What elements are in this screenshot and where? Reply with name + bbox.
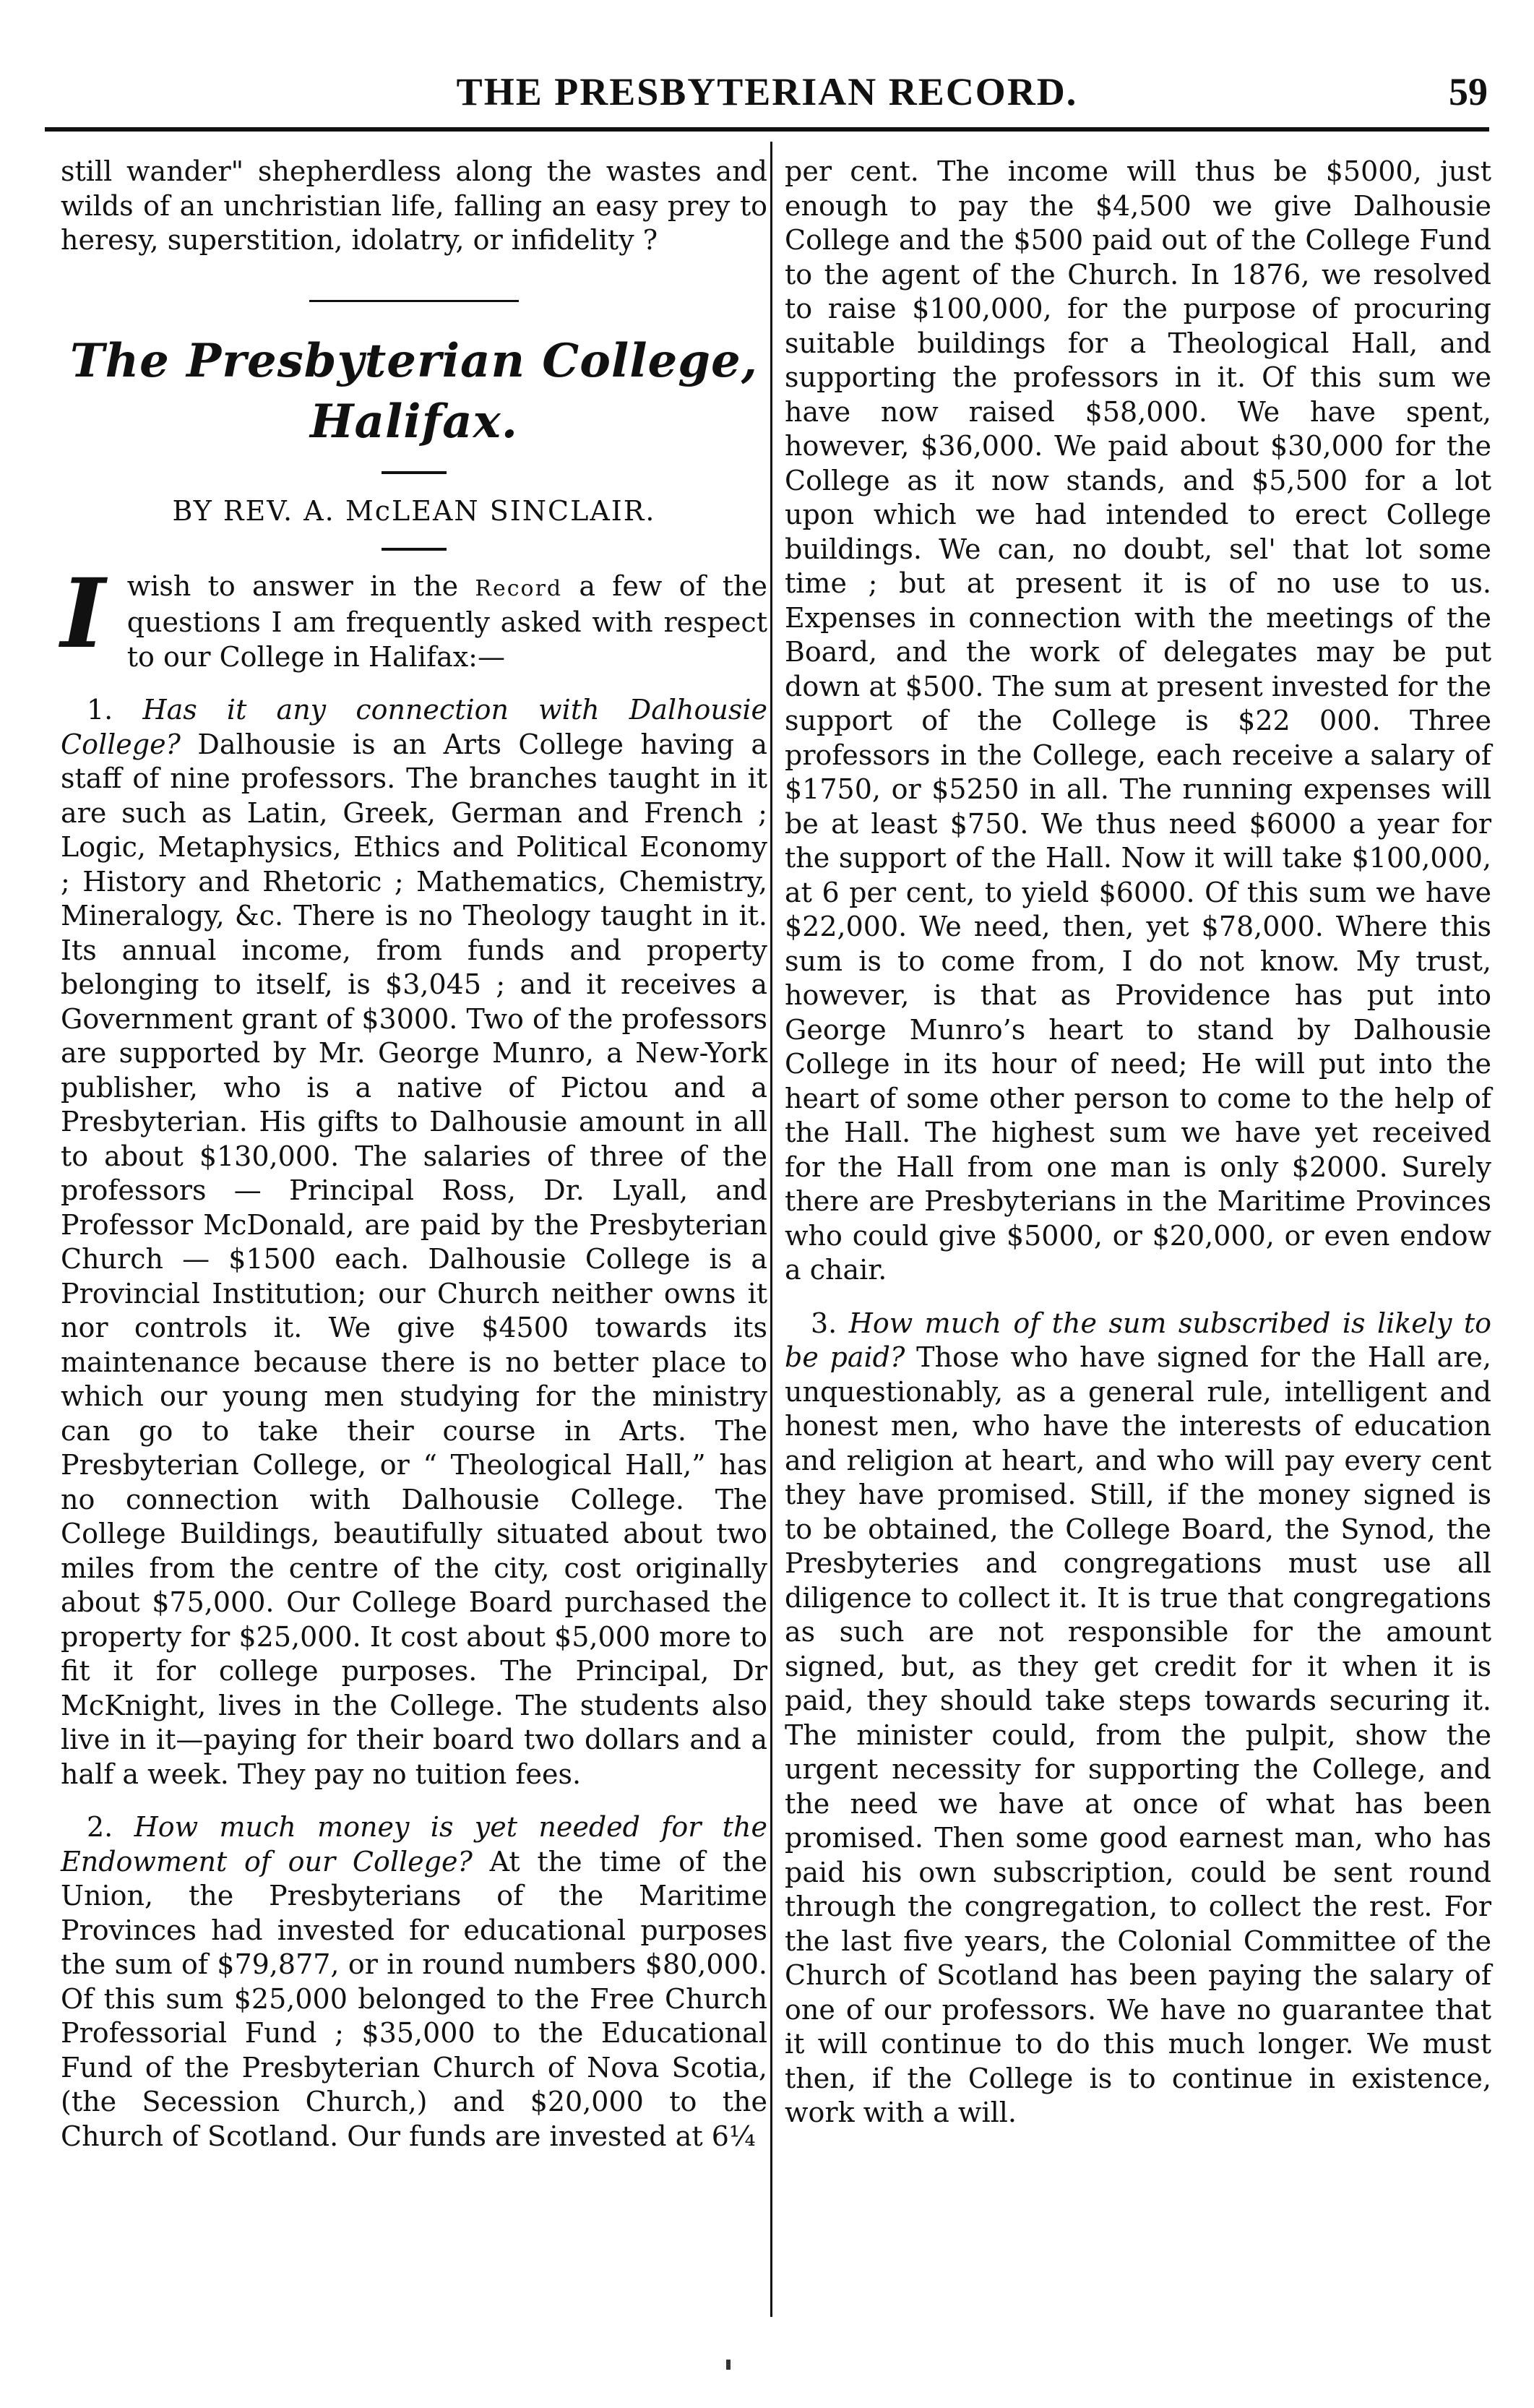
drop-cap: I [61, 557, 105, 670]
question-1-heading: Has it any connection with Dalhousie College? [61, 694, 768, 760]
running-head [0, 69, 1534, 121]
title-rule [382, 471, 447, 474]
continuation-paragraph: still wander" shepherdless along the wastes and wilds of an unchristian life, falling an easy prey to heresy, superstition, idolatry, or infidelity ? [61, 155, 767, 256]
question-2-heading: How much money is yet needed for the Endowment of our College? [61, 1811, 767, 1878]
question-1-paragraph [61, 693, 767, 1792]
page-number: 59 [1449, 70, 1488, 113]
byline-rule [382, 548, 447, 551]
question-2-continued: per cent. The income will thus be $5000, just enough to pay the $4,500 we give Dalhousie College and the $500 paid out of the College Fund to the agent of the Church. In 1876, we resolved to raise $100,000, for the purpose of procuring suitable buildings for a Theological Hall, and supporting the professors in it. Of this sum we have now raised $58,000. We have spent, however, $36,000. We paid about $30,000 for the College as it now stands, and $5,500 for a lot upon which we had intended to erect College buildings. We can, no doubt, sel' that lot some time ; but at present it is of no use to us. Expenses in connection with the meetings of the Board, and the work of delegates may be put down at $500. The sum at present invested for the support of the College is $22 000. Three professors in the College, each receive a salary of $1750, or $5250 in all. The running expenses will be at least $750. We thus need $6000 a year for the support of the Hall. Now it will take $100,000, at 6 per cent, to yield $6000. Of this sum we have $22,000. We need, then, yet $78,000. Where this sum is to come from, I do not know. My trust, however, is that as Providence has put into George Munro’s heart to stand by Dalhousie College in its hour of need; He will put into the heart of some other person to come to the help of the Hall. The highest sum we have yet received for the Hall from one man is only $2000. Surely there are Presbyterians in the Maritime Provinces who could give $5000, or $20,000, or even endow a chair. [785, 155, 1491, 1286]
question-3-answer: Those who have signed for the Hall are, unquestionably, as a general rule, intelligent and honest men, who have the interests of education and religion at heart, and who will pay every cent they have promised. Still, if the money signed is to be obtained, the College Board, the Synod, the Presbyteries and congregations must use all diligence to collect it. It is true that congregations as such are not responsible for the amount signed, but, as they get credit for it when it is paid, they should take steps towards securing it. The minister could, from the pulpit, show the urgent necessity for supporting the College, and the need we have at once of what has been promised. Then some good earnest man, who has paid his own subscription, could be sent round through the congregation, to collect the rest. For the last five years, the Colonial Committee of the Church of Scotland has been paying the salary of one of our professors. We have no guarantee that it will continue to do this much longer. We must then, if the College is to continue in existence, work with a will. [785, 1341, 1491, 2128]
intro-text-end: a few of the questions I am frequently asked with respect to our College in Halifax:— [126, 569, 767, 673]
byline: BY REV. A. McLEAN SINCLAIR. [172, 494, 656, 527]
question-1-answer: Dalhousie is an Arts College having a staff of nine professors. The branches taught in it are such as Latin, Greek, German and French ; Logic, Metaphysics, Ethics and Political Economy ; History and Rhetoric ; Mathematics, Chemistry, Mineralogy, &c. There is no Theology taught in it. Its annual income, from funds and property belonging to itself, is $3,045 ; and it receives a Government grant of $3000. Two of the professors are supported by Mr. George Munro, a New-York publisher, who is a native of Pictou and a Presbyterian. His gifts to Dalhousie amount in all to about $130,000. The salaries of three of the professors — Principal Ross, Dr. Lyall, and Professor McDonald, are paid by the Presbyterian Church — $1500 each. Dalhousie College is a Provincial Institution; our Church neither owns it nor controls it. We give $4500 towards its maintenance because there is no better place to which our young men studying for the ministry can go to take their course in Arts. The Presbyterian College, or “ Theological Hall,” has no connection with Dalhousie College. The College Buildings, beautifully situated about two miles from the centre of the city, cost originally about $75,000. Our College Board purchased the property for $25,000. It cost about $5,000 more to fit it for college purposes. The Principal, Dr McKnight, lives in the College. The students also live in it—paying for their board two dollars and a half a week. They pay no tuition fees. [61, 728, 767, 1790]
header-rule [45, 127, 1489, 132]
article-title: The Presbyterian College, Halifax. [70, 333, 758, 449]
printer-mark [726, 2360, 731, 2370]
left-column [61, 155, 767, 2154]
section-rule [309, 300, 519, 302]
column-divider [770, 142, 772, 2317]
question-3-number: 3. [811, 1307, 849, 1339]
question-2-number: 2. [87, 1811, 134, 1843]
intro-paragraph [61, 557, 767, 675]
right-column [785, 155, 1491, 2130]
question-3-heading: How much of the sum subscribed is likely to be paid? [785, 1307, 1491, 1373]
question-2-paragraph [61, 1810, 767, 2154]
question-3-paragraph [785, 1307, 1491, 2130]
intro-text-start: wish to answer in the [126, 569, 475, 602]
record-smallcaps: Record [475, 575, 563, 601]
question-2-answer: At the time of the Union, the Presbyterians of the Maritime Provinces had invested for educational purposes the sum of $79,877, or in round numbers $80,000. Of this sum $25,000 belonged to the Free Church Professorial Fund ; $35,000 to the Educational Fund of the Presbyterian Church of Nova Scotia, (the Secession Church,) and $20,000 to the Church of Scotland. Our funds are invested at 6¼ [61, 1845, 768, 2152]
question-1-number: 1. [87, 694, 143, 726]
running-title: THE PRESBYTERIAN RECORD. [456, 70, 1078, 113]
